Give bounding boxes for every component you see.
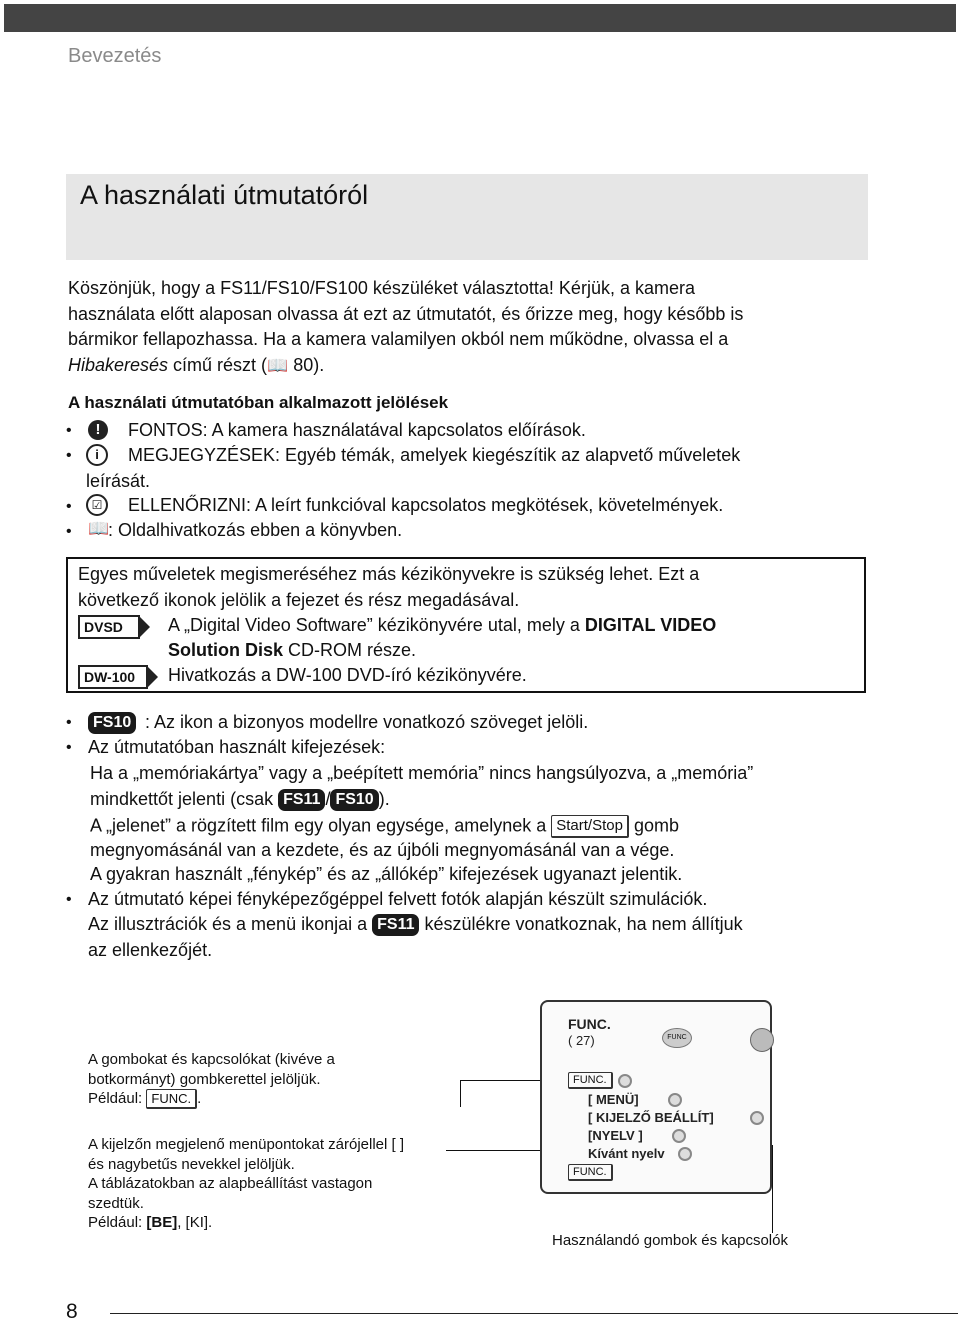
footer-rule [110,1313,958,1314]
bullet-dot: • [66,422,72,439]
pointer-line [772,1145,773,1233]
legend-menus [88,1135,404,1233]
sim-line-1: Az útmutató képei fényképezőgéppel felvett fotók alapján készült szimulációk. [88,889,708,909]
page-title: A használati útmutatóról [80,180,369,210]
terms-line-4: megnyomásánál van a kezdete, és az újbóli megnyomásánál van a vége. [90,840,675,860]
top-header-bar [4,4,956,32]
diagram-caption: Használandó gombok és kapcsolók [552,1232,788,1249]
diagram-func-title: FUNC. [568,1016,611,1032]
terms-text: gomb [628,815,679,836]
diagram-language: [NYELV ] [588,1128,643,1143]
legend-bold: [BE] [146,1214,178,1231]
fs11-model-icon: FS11 [278,789,325,811]
dvsd-bold-text: Solution Disk [168,640,284,660]
legend-text: . [197,1090,202,1107]
notes-text-2: leírását. [86,471,151,491]
intro-line-1: Köszönjük, hogy a FS11/FS10/FS100 készüléket választotta! Kérjük, a kamera [68,278,695,298]
dvsd-arrow-icon [138,615,150,639]
book-icon: 📖 [267,355,289,375]
troubleshooting-ref: Hibakeresés [68,354,169,375]
intro-paragraph [68,276,888,378]
terms-text: mindkettőt jelenti (csak [90,789,279,809]
diagram-desired-language: Kívánt nyelv [588,1146,665,1161]
dvsd-tag: DVSD [78,615,140,639]
legend-text: A gombokat és kapcsolókat (kivéve a [88,1051,335,1068]
arrow-circle-icon [678,1147,692,1161]
legend-example [88,1213,404,1233]
bullet-dot: • [66,447,72,464]
check-icon: ☑ [86,494,108,516]
marks-heading: A használati útmutatóban alkalmazott jelölések [68,393,449,412]
terms-heading: Az útmutatóban használt kifejezések: [88,737,386,757]
legend-text: A kijelzőn megjelenő menüpontokat zárójellel [ ] [88,1136,405,1153]
sim-line-2 [88,914,743,936]
sim-line-3: az ellenkezőjét. [88,940,213,960]
diagram-func-ref: ( 27) [568,1033,595,1048]
terms-text: A „jelenet” a rögzített film egy olyan egysége, amelynek a [90,815,552,836]
func-button-icon: FUNC [662,1028,692,1048]
legend-text: szedtük. [88,1194,144,1212]
intro-line-4 [68,353,888,379]
intro-line-3: bármikor fellapozhassa. Ha a kamera valamilyen okból nem működne, olvassa el a [68,329,729,350]
box-line-1: Egyes műveletek megismeréséhez más kézikönyvekre is szükség lehet. Ezt a [78,564,700,584]
intro-line-2: használata előtt alaposan olvassa át ezt az útmutatót, és őrizze meg, hogy később is [68,303,744,324]
dw100-text: Hivatkozás a DW-100 DVD-író kézikönyvére. [168,665,527,685]
legend-buttons [88,1050,335,1109]
diagram-func-key: FUNC. [568,1164,613,1181]
book-icon: 📖 [88,519,110,538]
joystick-icon [750,1028,774,1052]
important-text: FONTOS: A kamera használatával kapcsolatos előírások. [128,420,586,440]
start-stop-key: Start/Stop [551,815,629,838]
diagram-display-setup: [ KIJELZŐ BEÁLLÍT] [588,1110,714,1125]
bullet-dot: • [66,739,72,756]
legend-text: botkormányt) gombkerettel jelöljük. [88,1070,321,1088]
page-number: 8 [66,1300,78,1323]
diagram-func-key: FUNC. [568,1072,613,1089]
legend-text: Például: [88,1090,147,1107]
legend-example [88,1089,335,1109]
bullet-dot: • [66,523,72,540]
bullet-dot: • [66,891,72,908]
arrow-circle-icon [672,1129,686,1143]
fs10-model-icon: FS10 [88,712,136,734]
fs11-model-icon: FS11 [372,914,419,936]
terms-line-2 [90,789,390,811]
func-key: FUNC. [146,1089,197,1109]
sim-text: készülékre vonatkoznak, ha nem állítjuk [419,914,743,934]
intro-line-4-text: című részt ( [168,354,268,375]
legend-text: Például: [88,1214,147,1231]
pointer-line [460,1080,461,1107]
legend-text: , [KI]. [177,1214,213,1231]
terms-line-1: Ha a „memóriakártya” vagy a „beépített memória” nincs hangsúlyozva, a „memória” [90,763,754,783]
arrow-circle-icon [668,1093,682,1107]
terms-line-3 [90,815,679,838]
dvsd-text-line-1 [168,615,716,636]
box-line-2: következő ikonok jelölik a fejezet és rész megadásával. [78,590,520,610]
notes-icon: i [86,444,108,466]
notes-text-1: MEGJEGYZÉSEK: Egyéb témák, amelyek kiegészítik az alapvető műveletek [128,445,741,465]
terms-line-5: A gyakran használt „fénykép” és az „állókép” kifejezések ugyanazt jelentik. [90,864,683,884]
section-title: Bevezetés [68,45,162,67]
legend-text: és nagybetűs nevekkel jelöljük. [88,1155,295,1173]
dvsd-bold-text: DIGITAL VIDEO [584,615,717,635]
dw100-arrow-icon [146,665,158,689]
fs10-model-icon: FS10 [330,789,378,811]
intro-page-ref: 80). [288,354,325,375]
ref-text: : Oldalhivatkozás ebben a könyvben. [108,520,403,540]
bullet-dot: • [66,714,72,731]
diagram-menu: [ MENÜ] [588,1092,639,1107]
dvsd-text: A „Digital Video Software” kézikönyvére utal, mely a [168,615,585,635]
legend-text: A táblázatokban az alapbeállítást vastagon [88,1175,373,1192]
arrow-circle-icon [618,1074,632,1088]
model-note-text: : Az ikon a bizonyos modellre vonatkozó szöveget jelöli. [145,712,589,732]
dvsd-text-line-2 [168,640,416,661]
check-text: ELLENŐRIZNI: A leírt funkcióval kapcsolatos megkötések, követelmények. [128,495,724,515]
sim-text: Az illusztrációk és a menü ikonjai a [88,914,373,934]
func-diagram [540,1000,772,1194]
important-icon: ! [88,420,108,440]
separator: / [325,789,331,809]
dw100-tag: DW-100 [78,665,148,689]
terms-text: ). [378,789,390,809]
arrow-circle-icon [750,1111,764,1125]
bullet-dot: • [66,498,72,515]
dvsd-text: CD-ROM része. [283,640,417,660]
